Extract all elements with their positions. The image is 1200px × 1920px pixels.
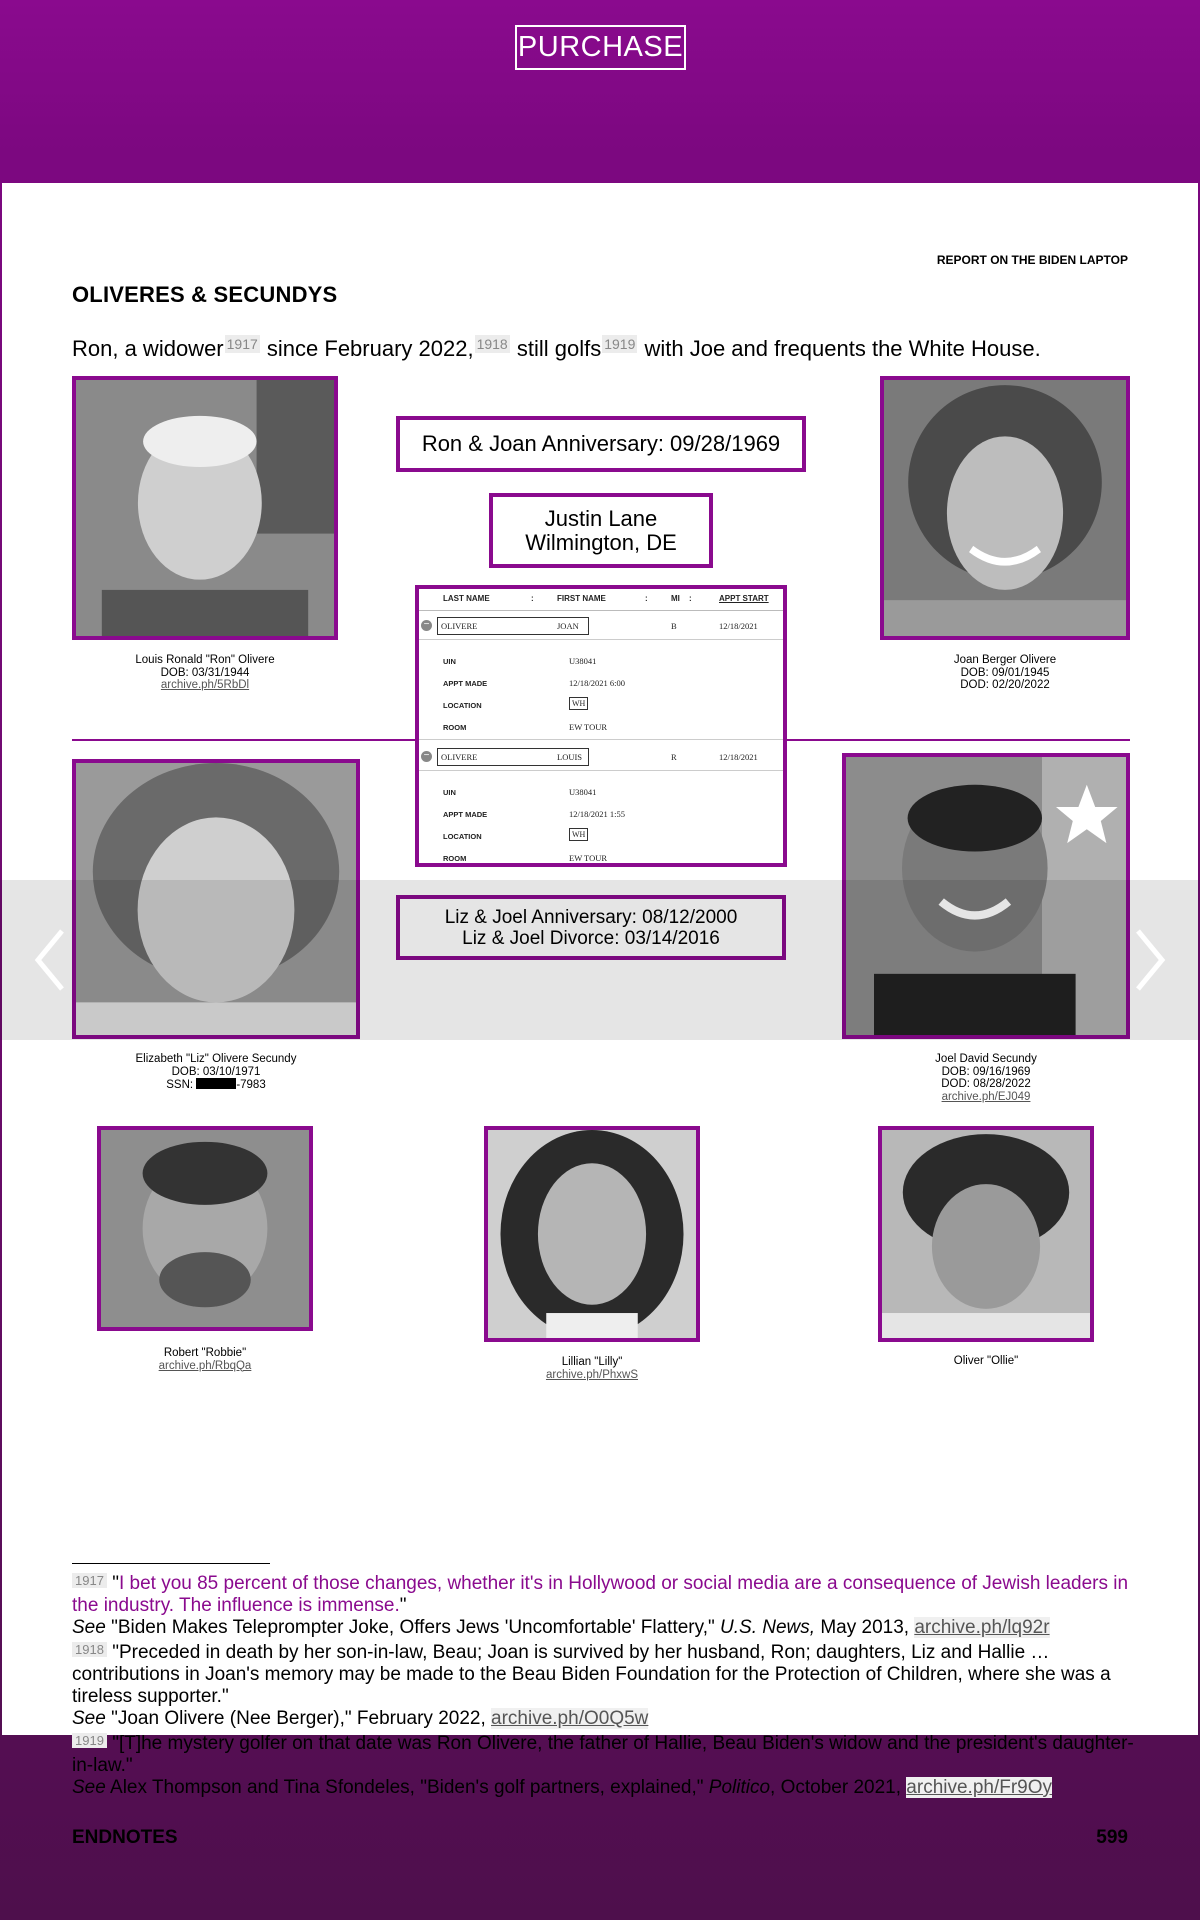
row-divider — [419, 770, 783, 771]
anniversary-box-ron-joan — [396, 416, 806, 472]
report-tag: REPORT ON THE BIDEN LAPTOP — [936, 253, 1128, 267]
footnote-1917-source — [72, 1617, 1136, 1639]
source-link-1919[interactable]: archive.ph/Fr9Oy — [906, 1777, 1053, 1798]
collapse-icon[interactable]: − — [421, 620, 432, 631]
source-publication: U.S. News, — [720, 1617, 816, 1638]
footnote-1918-source — [72, 1708, 1136, 1730]
ssn-label: SSN: — [166, 1079, 197, 1091]
photo-ollie — [878, 1126, 1094, 1342]
person-dob: DOB: 09/16/1969 — [941, 1065, 1031, 1078]
footnote-number: 1918 — [72, 1642, 107, 1657]
photo-joan — [880, 376, 1130, 640]
source-link-1917[interactable]: archive.ph/lq92r — [914, 1617, 1050, 1638]
person-dob: DOB: 09/01/1945 — [960, 666, 1050, 679]
row-divider — [419, 739, 783, 740]
person-dob: DOB: 03/10/1971 — [171, 1065, 261, 1078]
footnote-rule — [72, 1563, 270, 1564]
footnote-ref-1918[interactable]: 1918 — [476, 336, 508, 352]
person-name: Lillian "Lilly" — [561, 1356, 623, 1368]
divorce-text: Liz & Joel Divorce: 03/14/2016 — [462, 927, 720, 949]
person-name: Joan Berger Olivere — [953, 654, 1057, 666]
anniversary-text: Liz & Joel Anniversary: 08/12/2000 — [444, 906, 738, 928]
record-first-name: LOUIS — [557, 752, 583, 762]
record-mi: R — [671, 752, 677, 762]
redaction-block — [196, 1078, 236, 1089]
see-label: See — [72, 1617, 106, 1638]
portrait-ollie — [882, 1130, 1090, 1338]
photo-ron — [72, 376, 338, 640]
lead-text: with Joe and frequents the White House. — [638, 336, 1041, 361]
person-ssn — [72, 1078, 360, 1092]
caption-lilly — [484, 1356, 700, 1381]
source-date: May 2013, — [815, 1617, 915, 1638]
white-house-visitor-log — [415, 585, 787, 867]
archive-link-lilly[interactable]: archive.ph/PhxwS — [545, 1368, 639, 1381]
lead-text: since February 2022, — [260, 336, 474, 361]
record-appt-made: 12/18/2021 1:55 — [569, 809, 625, 819]
chevron-right-icon — [1130, 925, 1170, 995]
record-last-name: OLIVERE — [441, 752, 478, 762]
footnote-number: 1919 — [72, 1733, 107, 1748]
source-text: Alex Thompson and Tina Sfondeles, "Biden's golf partners, explained," — [105, 1777, 709, 1798]
record-last-name: OLIVERE — [441, 621, 478, 631]
quote-mark: " — [112, 1573, 119, 1594]
source-publication: Politico — [708, 1777, 771, 1798]
lead-sentence — [72, 335, 1041, 362]
archive-link-joel[interactable]: archive.ph/EJ049 — [941, 1090, 1031, 1103]
field-label: LOCATION — [443, 832, 482, 841]
source-link-1918[interactable]: archive.ph/O0Q5w — [491, 1708, 649, 1729]
record-appt-start: 12/18/2021 — [719, 621, 758, 631]
lead-text: still golfs — [510, 336, 602, 361]
caption-robbie — [97, 1347, 313, 1372]
see-label: See — [72, 1708, 106, 1729]
record-appt-made: 12/18/2021 6:00 — [569, 678, 625, 688]
prev-page-button[interactable] — [10, 880, 90, 1040]
purchase-button[interactable]: PURCHASE — [515, 25, 686, 70]
footnote-ref-1919[interactable]: 1919 — [604, 336, 636, 352]
portrait-lilly — [488, 1130, 696, 1338]
record-uin: U38041 — [569, 787, 597, 797]
person-dob: DOB: 03/31/1944 — [160, 666, 250, 679]
row-divider — [419, 639, 783, 640]
caption-liz — [72, 1053, 360, 1092]
caption-joel — [842, 1053, 1130, 1103]
footnote-1919 — [72, 1733, 1136, 1777]
footnotes — [72, 1573, 1136, 1799]
quote-mark: " — [399, 1595, 407, 1616]
record-mi: B — [671, 621, 677, 631]
footnote-number: 1917 — [72, 1573, 107, 1588]
field-label: UIN — [443, 657, 456, 666]
record-room: EW TOUR — [569, 853, 608, 863]
lead-text: Ron, a widower — [72, 336, 224, 361]
footnote-quote: I bet you 85 percent of those changes, whether it's in Hollywood or social media are a consequence of Jewish leaders in the industry. The influence is immense. — [72, 1573, 1129, 1616]
person-dod: DOD: 08/28/2022 — [941, 1078, 1031, 1090]
field-label: APPT MADE — [443, 679, 488, 688]
anniversary-text: Ron & Joan Anniversary: 09/28/1969 — [421, 431, 781, 456]
record-first-name: JOAN — [557, 621, 579, 631]
record-uin: U38041 — [569, 656, 597, 666]
field-label: UIN — [443, 788, 456, 797]
source-text: "Joan Olivere (Nee Berger)," February 2022, — [105, 1708, 492, 1729]
portrait-robbie — [101, 1130, 309, 1327]
address-city: Wilmington, DE — [525, 529, 677, 555]
collapse-icon[interactable]: − — [421, 751, 432, 762]
footnote-1919-source — [72, 1777, 1136, 1799]
chevron-left-icon — [30, 925, 70, 995]
ssn-tail: -7983 — [236, 1079, 266, 1091]
person-dod: DOD: 02/20/2022 — [960, 679, 1050, 691]
person-name: Joel David Secundy — [935, 1053, 1037, 1065]
source-date: , October 2021, — [770, 1777, 907, 1798]
next-page-button[interactable] — [1110, 880, 1190, 1040]
col-sep: : — [645, 594, 648, 603]
footnote-quote: "Preceded in death by her son-in-law, Beau; Joan is survived by her husband, Ron; daughters, Liz and Hallie … contributions in Joan's memory may be made to the Beau Biden Foundation for the Protection of Children, where she was a tireless supporter." — [72, 1642, 1111, 1707]
person-name: Robert "Robbie" — [163, 1347, 247, 1359]
footnote-1917 — [72, 1573, 1136, 1617]
record-location: WH — [569, 828, 588, 841]
section-title: OLIVERES & SECUNDYS — [72, 282, 338, 307]
portrait-ron — [76, 380, 334, 636]
col-first-name: FIRST NAME — [557, 594, 606, 603]
footnote-1918 — [72, 1642, 1136, 1708]
photo-lilly — [484, 1126, 700, 1342]
col-mi: MI — [671, 594, 680, 603]
person-name: Oliver "Ollie" — [953, 1355, 1019, 1367]
field-label: ROOM — [443, 723, 467, 732]
page-number: 599 — [1096, 1827, 1128, 1848]
archive-link-ron[interactable]: archive.ph/5RbDl — [160, 679, 250, 691]
see-label: See — [72, 1777, 106, 1798]
carousel-nav-band — [0, 880, 1200, 1040]
footnote-quote: "[T]he mystery golfer on that date was Ron Olivere, the father of Hallie, Beau Biden's widow and the president's daughter-in-law." — [72, 1733, 1134, 1776]
col-appt-start: APPT START — [719, 594, 769, 603]
caption-joan — [880, 654, 1130, 692]
col-sep: : — [531, 594, 534, 603]
address-box — [489, 493, 713, 568]
record-location: WH — [569, 697, 588, 710]
address-street: Justin Lane — [544, 505, 658, 531]
caption-ron — [72, 654, 338, 692]
portrait-joan — [884, 380, 1126, 636]
caption-ollie — [878, 1355, 1094, 1368]
col-last-name: LAST NAME — [443, 594, 490, 603]
person-name: Elizabeth "Liz" Olivere Secundy — [135, 1053, 297, 1065]
person-name: Louis Ronald "Ron" Olivere — [135, 654, 275, 666]
col-sep: : — [689, 594, 692, 603]
record-room: EW TOUR — [569, 722, 608, 732]
record-appt-start: 12/18/2021 — [719, 752, 758, 762]
source-text: "Biden Makes Teleprompter Joke, Offers Jews 'Uncomfortable' Flattery," — [105, 1617, 721, 1638]
archive-link-robbie[interactable]: archive.ph/RbqQa — [158, 1359, 252, 1372]
photo-robbie — [97, 1126, 313, 1331]
footnote-ref-1917[interactable]: 1917 — [226, 336, 258, 352]
field-label: APPT MADE — [443, 810, 488, 819]
field-label: ROOM — [443, 854, 467, 863]
visitor-log-header — [419, 589, 783, 611]
field-label: LOCATION — [443, 701, 482, 710]
endnotes-label: ENDNOTES — [72, 1827, 178, 1848]
